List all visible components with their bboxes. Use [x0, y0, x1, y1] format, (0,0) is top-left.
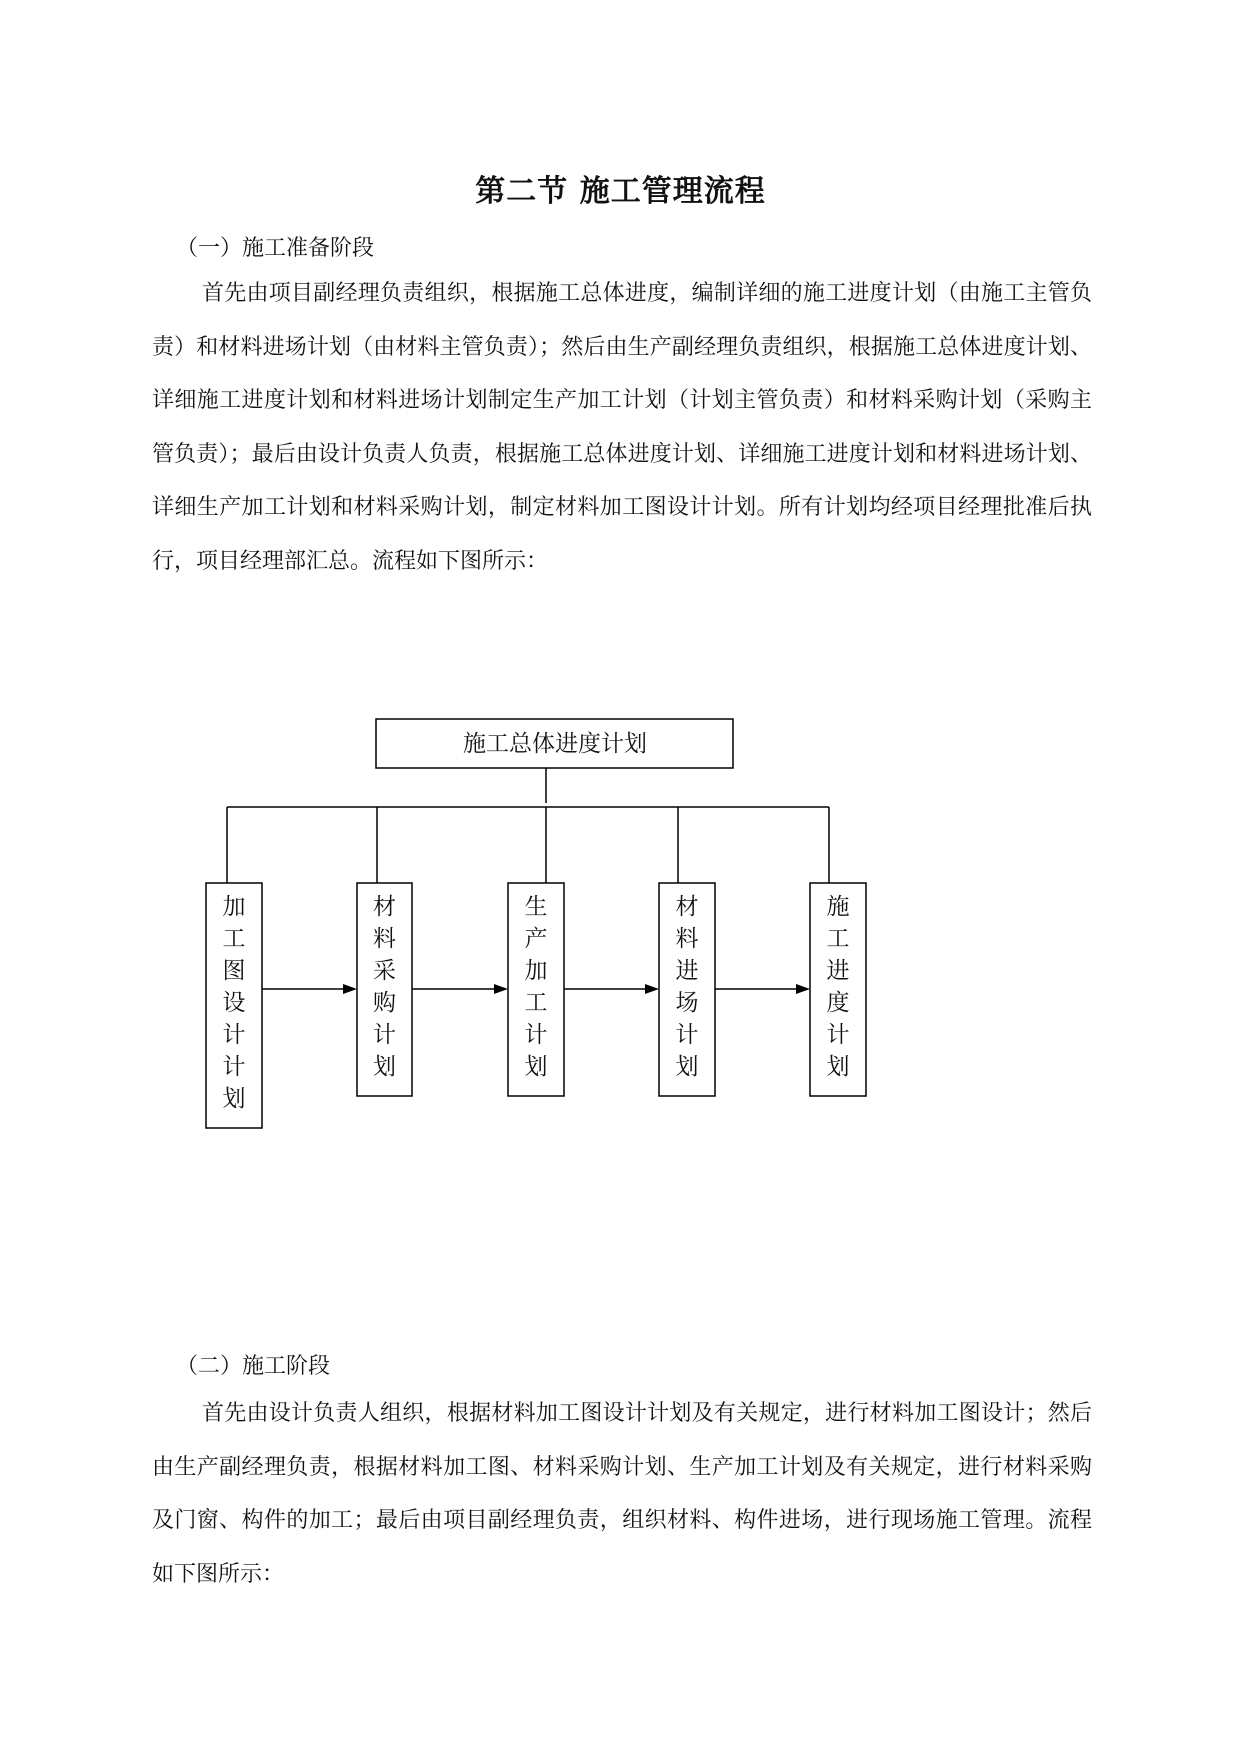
flowchart-box-4-char: 料: [675, 926, 699, 952]
flowchart-box-4-char: 材: [675, 894, 699, 920]
flowchart-box-2-char: 采: [373, 958, 396, 984]
flowchart-top-box-label: 施工总体进度计划: [463, 731, 647, 757]
flowchart-box-1-char: 加: [222, 894, 246, 920]
flowchart-box-2-char: 材: [373, 894, 396, 920]
flowchart-arrowhead-1: [343, 984, 357, 994]
flowchart-box-5-char: 划: [826, 1054, 850, 1080]
flowchart-box-3-char: 划: [524, 1054, 548, 1080]
flowchart-box-2-char: 料: [373, 926, 396, 952]
section-paragraph-preparation: 首先由项目副经理负责组织，根据施工总体进度，编制详细的施工进度计划（由施工主管负责）和材料进场计划（由材料主管负责）；然后由生产副经理负责组织，根据施工总体进度计划、详细施工进度计划和材料进场计划制定生产加工计划（计划主管负责）和材料采购计划（采购主管负责）；最后由设计负责人负责，根据施工总体进度计划、详细施工进度计划和材料进场计划、详细生产加工计划和材料采购计划，制定材料加工图设计计划。所有计划均经项目经理批准后执行，项目经理部汇总。流程如下图所示：: [152, 281, 1092, 574]
flowchart-box-5-char: 进: [826, 958, 850, 984]
flowchart-box-1-char: 设: [222, 990, 246, 1016]
flowchart-box-3-char: 计: [524, 1022, 548, 1048]
flowchart-box-4-char: 划: [675, 1054, 699, 1080]
flowchart-box-1-char: 计: [222, 1054, 246, 1080]
flowchart-box-3-char: 生: [524, 894, 548, 920]
flowchart-box-1-char: 工: [222, 926, 246, 952]
section-heading-preparation: （一）施工准备阶段: [176, 236, 375, 261]
section-heading-construction: （二）施工阶段: [176, 1354, 331, 1379]
connector-drops: [227, 807, 829, 883]
flowchart-box-5-char: 工: [826, 926, 850, 952]
flowchart-box-5-char: 施: [826, 894, 850, 920]
flowchart-arrowhead-3: [645, 984, 659, 994]
section-paragraph-construction: 首先由设计负责人组织，根据材料加工图设计计划及有关规定，进行材料加工图设计；然后由生产副经理负责，根据材料加工图、材料采购计划、生产加工计划及有关规定，进行材料采购及门窗、构件的加工；最后由项目副经理负责，组织材料、构件进场，进行现场施工管理。流程如下图所示：: [152, 1401, 1092, 1587]
flowchart-box-3-char: 加: [524, 958, 548, 984]
flowchart-box-2-char: 计: [373, 1022, 396, 1048]
flowchart-box-3-char: 工: [524, 990, 548, 1016]
flowchart-box-2-char: 划: [373, 1054, 396, 1080]
page-title: 第二节 施工管理流程: [475, 174, 766, 209]
flowchart-box-4-char: 计: [675, 1022, 699, 1048]
flowchart-box-2-char: 购: [373, 990, 396, 1016]
flowchart-boxes: [206, 883, 866, 1128]
flowchart-box-1-char: 划: [222, 1086, 246, 1112]
flowchart-box-5-char: 度: [826, 990, 850, 1016]
flowchart-box-3-char: 产: [524, 926, 548, 952]
flowchart-arrowhead-2: [494, 984, 508, 994]
flowchart-box-5-char: 计: [826, 1022, 850, 1048]
flowchart-box-4-char: 场: [675, 990, 699, 1016]
flowchart-arrowhead-4: [796, 984, 810, 994]
flowchart-box-4-char: 进: [675, 958, 699, 984]
flowchart-box-1-char: 计: [222, 1022, 246, 1048]
flowchart-box-1-char: 图: [222, 958, 246, 984]
